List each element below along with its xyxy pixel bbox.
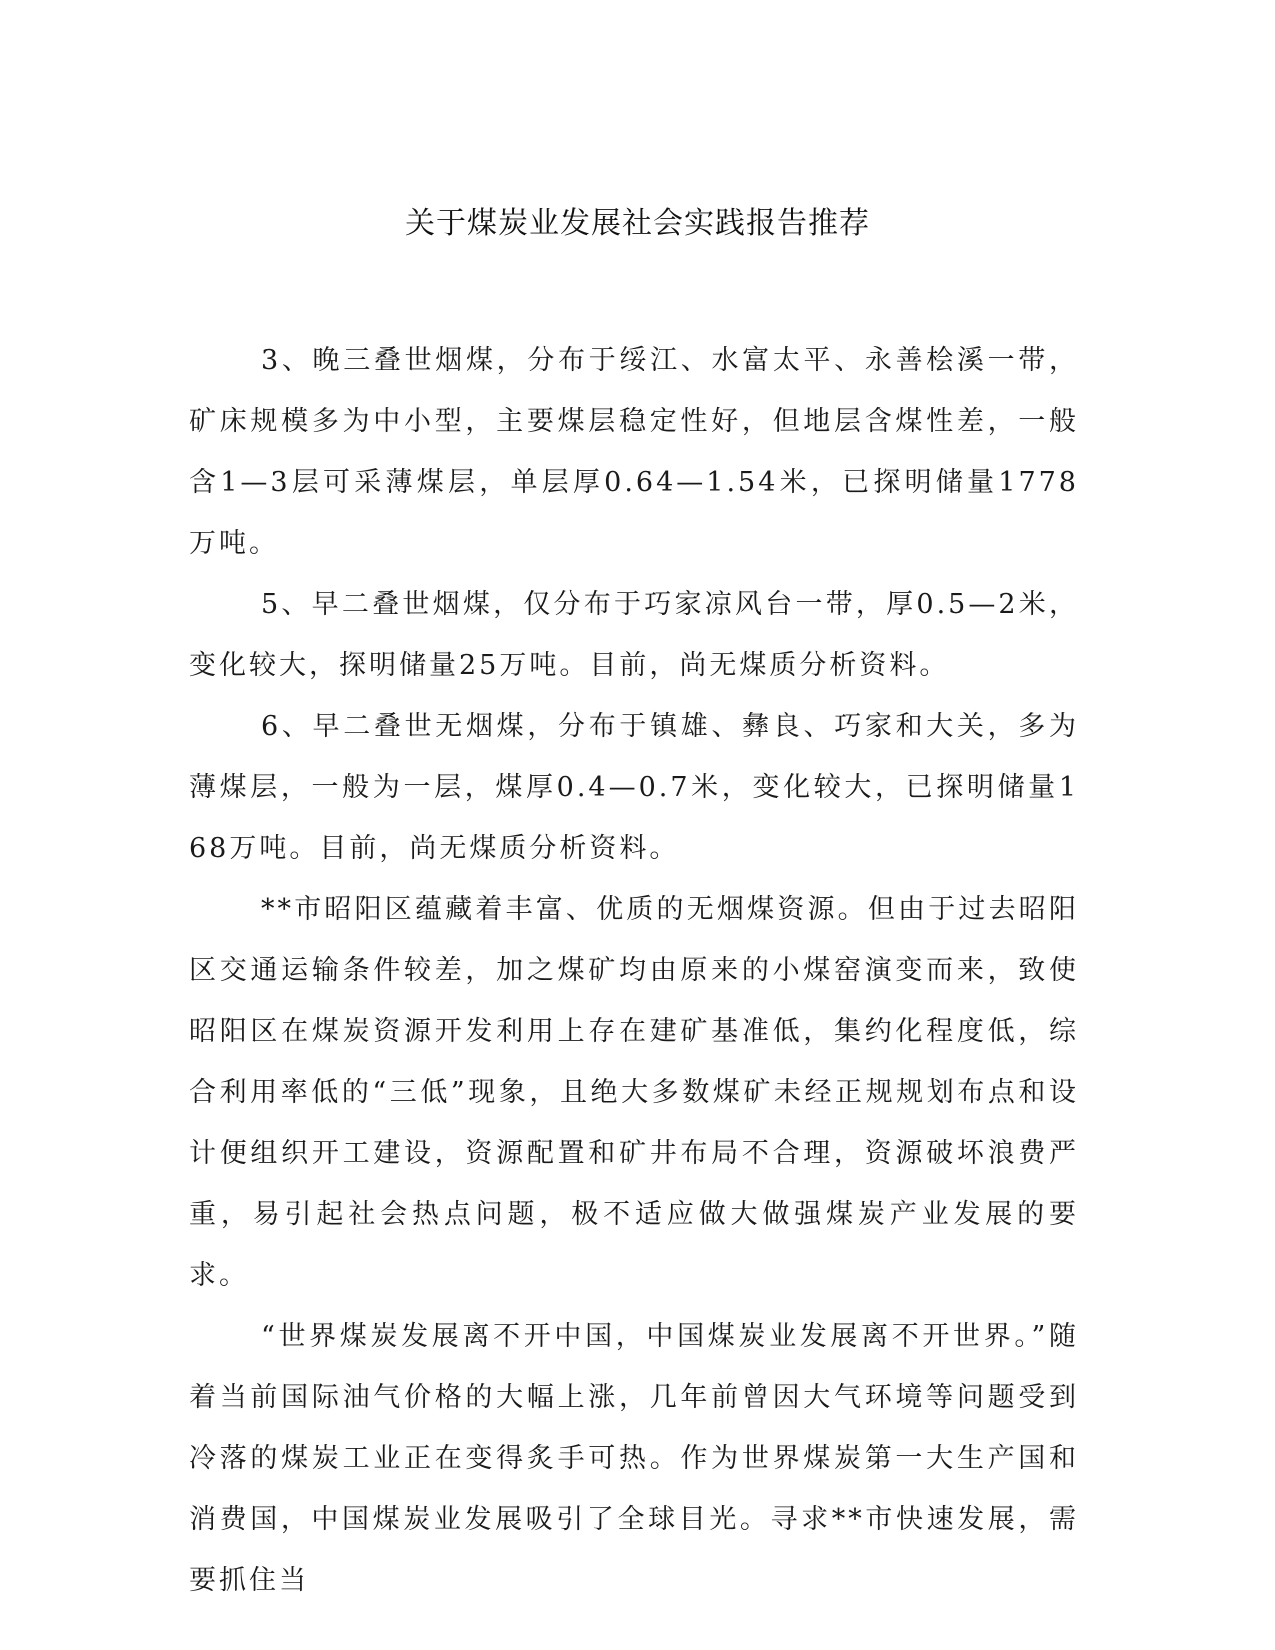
paragraph-coal-early-permian-anthracite: 6、早二叠世无烟煤，分布于镇雄、彝良、巧家和大关，多为薄煤层，一般为一层，煤厚0.4—0.7米，变化较大，已探明储量168万吨。目前，尚无煤质分析资料。 (189, 711, 1079, 864)
document-title: 关于煤炭业发展社会实践报告推荐 (405, 206, 870, 241)
paragraph-coal-late-triassic: 3、晚三叠世烟煤，分布于绥江、水富太平、永善桧溪一带，矿床规模多为中小型，主要煤层稳定性好，但地层含煤性差，一般含1—3层可采薄煤层，单层厚0.64—1.54米，已探明储量1778万吨。 (189, 345, 1079, 559)
paragraph-zhaoyang-district: **市昭阳区蕴藏着丰富、优质的无烟煤资源。但由于过去昭阳区交通运输条件较差，加之煤矿均由原来的小煤窑演变而来，致使昭阳区在煤炭资源开发利用上存在建矿基准低，集约化程度低，综合利用率低的“三低”现象，且绝大多数煤矿未经正规规划布点和设计便组织开工建设，资源配置和矿井布局不合理，资源破坏浪费严重，易引起社会热点问题，极不适应做大做强煤炭产业发展的要求。 (189, 894, 1079, 1291)
document-body (189, 330, 1079, 1611)
paragraph-world-coal-development: “世界煤炭发展离不开中国，中国煤炭业发展离不开世界。”随着当前国际油气价格的大幅上涨，几年前曾因大气环境等问题受到冷落的煤炭工业正在变得炙手可热。作为世界煤炭第一大生产国和消费国，中国煤炭业发展吸引了全球目光。寻求**市快速发展，需要抓住当 (189, 1321, 1079, 1596)
paragraph-coal-early-permian-bituminous: 5、早二叠世烟煤，仅分布于巧家凉风台一带，厚0.5—2米，变化较大，探明储量25万吨。目前，尚无煤质分析资料。 (189, 589, 1079, 681)
